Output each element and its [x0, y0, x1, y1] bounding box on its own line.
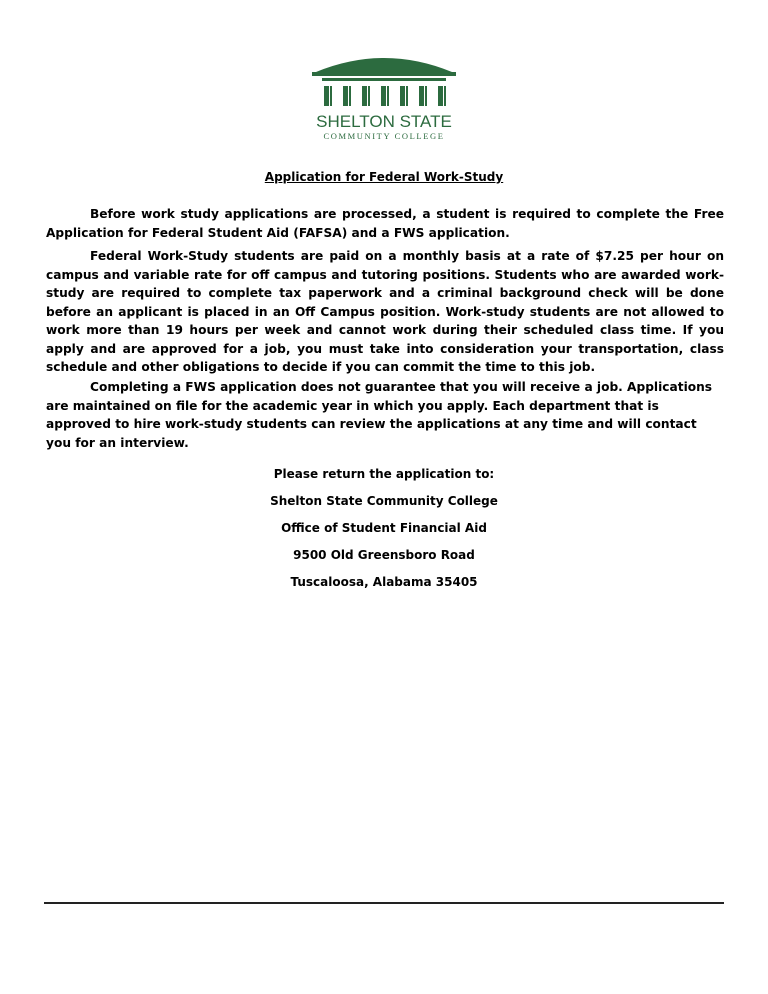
footer-divider [44, 902, 724, 904]
return-address-office: Office of Student Financial Aid [281, 521, 487, 535]
return-address-city: Tuscaloosa, Alabama 35405 [290, 575, 478, 589]
logo-subtitle: COMMUNITY COLLEGE [323, 131, 445, 141]
document-title: Application for Federal Work-Study [264, 170, 504, 184]
logo-columns [324, 86, 446, 106]
logo-entablature [322, 78, 446, 81]
logo-roof-bar [312, 72, 456, 76]
return-address-institution: Shelton State Community College [270, 494, 498, 508]
paragraph-fafsa-requirement: Before work study applications are processed, a student is required to complete the Free Application for Federal Student Aid (FAFSA) and a FWS application. [46, 207, 724, 240]
return-address-street: 9500 Old Greensboro Road [293, 548, 475, 562]
logo-name: SHELTON STATE [316, 112, 452, 131]
logo-dome [316, 58, 452, 72]
paragraph-no-guarantee: Completing a FWS application does not guarantee that you will receive a job. Applications are maintained on file for the academic year in which you apply. Each department that is approved to hire work-study students can review the applications at any time and will contact you for an interview. [46, 380, 713, 450]
college-logo [308, 50, 460, 142]
return-address-intro: Please return the application to: [273, 467, 495, 481]
paragraph-pay-and-rules: Federal Work-Study students are paid on a monthly basis at a rate of $7.25 per hour on campus and variable rate for off campus and tutoring positions. Students who are awarded work-study are required to complete tax paperwork and a criminal background check will be done before an applicant is placed in an Off Campus position. Work-study students are not allowed to work more than 19 hours per week and cannot work during their scheduled class time. If you apply and are approved for a job, you must take into consideration your transportation, class schedule and other obligations to decide if you can commit the time to this job. [46, 249, 724, 374]
